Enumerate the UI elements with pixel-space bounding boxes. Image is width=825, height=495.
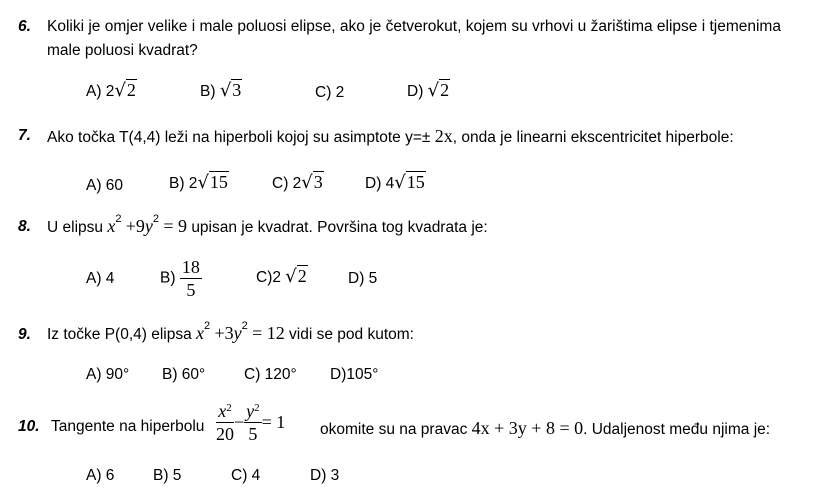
q9-option-b: B) 60° xyxy=(162,366,206,383)
q7-b-sqrt: √15 xyxy=(197,172,228,193)
q6-b-label: B) xyxy=(200,83,216,100)
q8-option-d: D) 5 xyxy=(348,270,378,287)
q10-option-a: A) 6 xyxy=(86,467,115,484)
q10-option-c: C) 4 xyxy=(231,467,261,484)
q8-b-fraction xyxy=(180,256,202,301)
q10-line-eq: 4x + 3y + 8 = 0 xyxy=(471,418,584,438)
q8-text-after: upisan je kvadrat. Površina tog kvadrata je: xyxy=(191,219,488,236)
q9-eq-y: y xyxy=(233,323,242,343)
q9-eq-x: x xyxy=(196,323,205,343)
q10-eq-one: = 1 xyxy=(261,412,286,432)
q7-option-a: A) 60 xyxy=(86,177,124,194)
q7-b-label: B) 2 xyxy=(169,175,198,192)
q6-option-b xyxy=(200,80,242,101)
q6-option-c: C) 2 xyxy=(315,84,345,101)
q9-text xyxy=(47,320,414,344)
q9-option-c: C) 120° xyxy=(244,366,297,383)
q10-minus: − xyxy=(234,412,245,432)
q7-option-d xyxy=(365,172,426,193)
q6-b-radicand: 3 xyxy=(232,80,242,100)
q6-number: 6. xyxy=(18,18,31,35)
q7-option-c xyxy=(272,172,324,193)
q9-eq-sup-x: 2 xyxy=(204,320,211,332)
q9-eq-sup-y: 2 xyxy=(241,320,248,332)
q8-b-denominator: 5 xyxy=(186,280,196,300)
q8-number: 8. xyxy=(18,218,31,235)
q6-option-a xyxy=(86,80,137,101)
q6-d-radicand: 2 xyxy=(440,80,450,100)
q6-option-d xyxy=(407,80,450,101)
q10-text-mid: okomite su na pravac xyxy=(320,421,468,438)
q7-text-before: Ako točka T(4,4) leži na hiperboli kojoj su asimptote y= xyxy=(47,129,422,146)
q9-text-after: vidi se pod kutom: xyxy=(289,326,414,343)
q6-a-label: A) 2 xyxy=(86,83,115,100)
q10-f1-sup: 2 xyxy=(226,402,232,414)
q8-eq-x: x xyxy=(107,216,116,236)
q6-text-line1: Koliki je omjer velike i male poluosi elipse, ako je četverokut, kojem su vrhovi u žarištima elipse i tjemenima xyxy=(47,18,781,35)
q9-eq-plus: +3 xyxy=(214,323,234,343)
q8-c-radicand: 2 xyxy=(297,266,307,286)
q10-f1-numerator: x xyxy=(218,401,227,421)
q8-c-sqrt: √2 xyxy=(285,266,307,287)
q8-text-before: U elipsu xyxy=(47,219,103,236)
q10-text-before: Tangente na hiperbolu xyxy=(51,418,205,435)
q8-option-a: A) 4 xyxy=(86,270,115,287)
q8-c-label: C)2 xyxy=(256,269,281,286)
q9-option-a: A) 90° xyxy=(86,366,130,383)
q9-text-before: Iz točke P(0,4) elipsa xyxy=(47,326,192,343)
q10-option-d: D) 3 xyxy=(310,467,340,484)
q8-eq-sup-y: 2 xyxy=(152,213,160,225)
q6-a-radicand: 2 xyxy=(126,80,136,100)
q7-b-radicand: 15 xyxy=(209,172,228,192)
q6-d-label: D) xyxy=(407,83,424,100)
q10-f1-denominator: 20 xyxy=(216,424,234,444)
q8-eq-sup-x: 2 xyxy=(115,213,122,225)
q7-text-after: , onda je linearni ekscentricitet hiperbole: xyxy=(452,129,734,146)
q7-d-label: D) 4 xyxy=(365,175,395,192)
q8-text xyxy=(47,213,488,237)
q6-d-sqrt: √2 xyxy=(427,80,450,101)
q8-eq-tail: = 9 xyxy=(163,216,187,236)
q8-option-c xyxy=(256,266,308,287)
q10-number: 10. xyxy=(18,418,40,435)
q9-option-d: D)105° xyxy=(330,366,379,383)
q7-d-sqrt: √15 xyxy=(394,172,425,193)
q7-c-sqrt: √3 xyxy=(301,172,323,193)
q6-text-line2: male poluosi kvadrat? xyxy=(47,42,198,59)
q9-eq-tail: = 12 xyxy=(252,323,285,343)
q8-b-numerator: 18 xyxy=(181,257,200,277)
q7-text xyxy=(47,126,734,147)
q10-f2-denominator: 5 xyxy=(248,424,258,444)
q8-option-b xyxy=(160,256,202,301)
q7-pm: ± xyxy=(421,129,431,146)
q10-f2-numerator: y xyxy=(246,401,255,421)
q10-text-rest xyxy=(320,418,770,439)
q6-b-sqrt: √3 xyxy=(219,80,242,101)
q9-number: 9. xyxy=(18,326,31,343)
q7-option-b xyxy=(169,172,229,193)
q10-fraction-y xyxy=(244,400,262,445)
q7-d-radicand: 15 xyxy=(406,172,425,192)
q10-option-b: B) 5 xyxy=(153,467,182,484)
q8-eq-plus: +9 xyxy=(125,216,145,236)
q6-a-sqrt: √2 xyxy=(114,80,136,101)
q7-c-radicand: 3 xyxy=(313,172,323,192)
q8-b-label: B) xyxy=(160,269,176,287)
q7-c-label: C) 2 xyxy=(272,175,302,192)
q10-fraction-x xyxy=(216,400,234,445)
q8-eq-y: y xyxy=(144,216,153,236)
q10-f2-sup: 2 xyxy=(254,402,260,414)
q7-math: 2x xyxy=(434,126,453,146)
q10-text-after: . Udaljenost među njima je: xyxy=(583,421,771,438)
q10-equation xyxy=(216,400,285,445)
q7-number: 7. xyxy=(18,127,31,144)
